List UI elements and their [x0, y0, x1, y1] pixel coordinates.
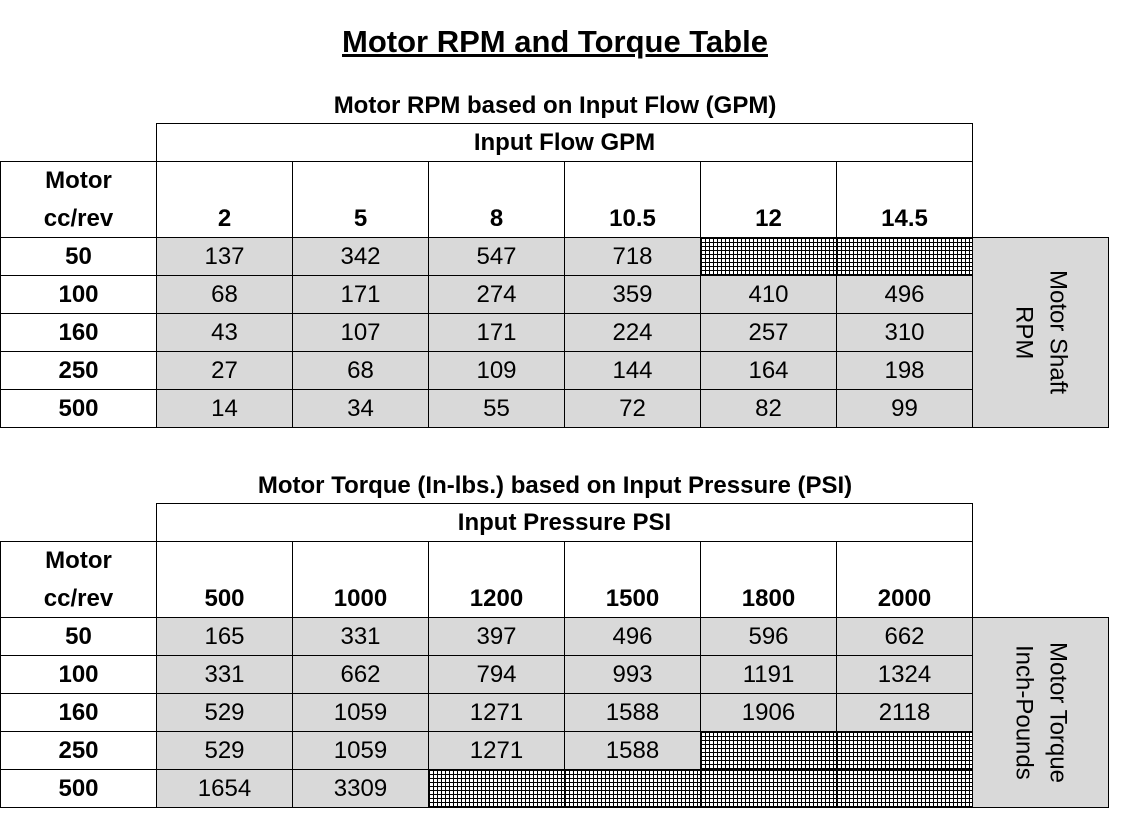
rpm-value-cell: 68 [156, 275, 293, 314]
torque-na-cell [700, 731, 837, 770]
rpm-value-cell: 27 [156, 351, 293, 390]
torque-value-cell: 1059 [292, 731, 429, 770]
torque-row-label: 100 [0, 655, 157, 694]
torque-side-label-text [1007, 642, 1075, 783]
torque-value-cell: 794 [428, 655, 565, 694]
rpm-group-header: Input Flow GPM [156, 123, 973, 162]
rpm-side-label-text [1007, 270, 1075, 394]
rpm-value-cell: 137 [156, 237, 293, 276]
torque-row-label: 50 [0, 617, 157, 656]
torque-value-cell: 596 [700, 617, 837, 656]
rpm-value-cell: 171 [428, 313, 565, 352]
torque-value-cell: 993 [564, 655, 701, 694]
rpm-na-cell [836, 237, 973, 276]
rpm-value-cell: 547 [428, 237, 565, 276]
rpm-value-cell: 109 [428, 351, 565, 390]
torque-row-label: 250 [0, 731, 157, 770]
torque-group-header: Input Pressure PSI [156, 503, 973, 542]
torque-value-cell: 1271 [428, 731, 565, 770]
rpm-value-cell: 14 [156, 389, 293, 428]
torque-value-cell: 1906 [700, 693, 837, 732]
torque-value-cell: 1324 [836, 655, 973, 694]
rpm-value-cell: 171 [292, 275, 429, 314]
rpm-value-cell: 68 [292, 351, 429, 390]
torque-column-header: 2000 [836, 541, 973, 618]
rpm-row-label: 250 [0, 351, 157, 390]
torque-motor-header [0, 541, 157, 618]
torque-value-cell: 529 [156, 731, 293, 770]
torque-motor-header-line2: cc/rev [43, 584, 114, 612]
torque-value-cell: 1588 [564, 731, 701, 770]
rpm-value-cell: 342 [292, 237, 429, 276]
torque-value-cell: 1654 [156, 769, 293, 808]
rpm-value-cell: 34 [292, 389, 429, 428]
rpm-column-header: 10.5 [564, 161, 701, 238]
rpm-value-cell: 410 [700, 275, 837, 314]
torque-value-cell: 3309 [292, 769, 429, 808]
rpm-value-cell: 198 [836, 351, 973, 390]
rpm-table-caption: Motor RPM based on Input Flow (GPM) [333, 92, 777, 119]
torque-na-cell [428, 769, 565, 808]
torque-value-cell: 496 [564, 617, 701, 656]
rpm-na-cell [700, 237, 837, 276]
torque-na-cell [564, 769, 701, 808]
torque-value-cell: 529 [156, 693, 293, 732]
rpm-side-label-line2: RPM [1010, 305, 1038, 360]
rpm-value-cell: 82 [700, 389, 837, 428]
torque-value-cell: 397 [428, 617, 565, 656]
torque-value-cell: 662 [836, 617, 973, 656]
rpm-motor-header-line2: cc/rev [43, 204, 114, 232]
torque-side-label-line1: Motor Torque [1044, 642, 1072, 783]
rpm-column-header: 2 [156, 161, 293, 238]
rpm-value-cell: 496 [836, 275, 973, 314]
rpm-value-cell: 310 [836, 313, 973, 352]
rpm-column-header: 8 [428, 161, 565, 238]
rpm-row-label: 500 [0, 389, 157, 428]
rpm-value-cell: 55 [428, 389, 565, 428]
torque-side-label-line2: Inch-Pounds [1010, 645, 1038, 780]
rpm-value-cell: 72 [564, 389, 701, 428]
rpm-value-cell: 43 [156, 313, 293, 352]
torque-column-header: 1500 [564, 541, 701, 618]
rpm-column-header: 5 [292, 161, 429, 238]
rpm-value-cell: 274 [428, 275, 565, 314]
torque-column-header: 1200 [428, 541, 565, 618]
torque-row-label: 500 [0, 769, 157, 808]
rpm-column-header: 14.5 [836, 161, 973, 238]
torque-column-header: 500 [156, 541, 293, 618]
page-title: Motor RPM and Torque Table [342, 24, 768, 59]
rpm-value-cell: 144 [564, 351, 701, 390]
rpm-value-cell: 164 [700, 351, 837, 390]
torque-motor-header-line1: Motor [45, 546, 112, 574]
torque-na-cell [700, 769, 837, 808]
torque-column-header: 1800 [700, 541, 837, 618]
torque-value-cell: 2118 [836, 693, 973, 732]
torque-value-cell: 331 [156, 655, 293, 694]
torque-na-cell [836, 731, 973, 770]
rpm-column-header: 12 [700, 161, 837, 238]
torque-na-cell [836, 769, 973, 808]
rpm-value-cell: 257 [700, 313, 837, 352]
torque-value-cell: 1588 [564, 693, 701, 732]
rpm-value-cell: 107 [292, 313, 429, 352]
torque-value-cell: 1191 [700, 655, 837, 694]
torque-value-cell: 331 [292, 617, 429, 656]
rpm-value-cell: 224 [564, 313, 701, 352]
torque-side-label [972, 617, 1109, 808]
rpm-value-cell: 718 [564, 237, 701, 276]
rpm-value-cell: 359 [564, 275, 701, 314]
torque-column-header: 1000 [292, 541, 429, 618]
torque-value-cell: 1059 [292, 693, 429, 732]
rpm-row-label: 50 [0, 237, 157, 276]
torque-table-caption: Motor Torque (In-lbs.) based on Input Pressure (PSI) [257, 472, 853, 499]
torque-value-cell: 662 [292, 655, 429, 694]
torque-row-label: 160 [0, 693, 157, 732]
torque-value-cell: 165 [156, 617, 293, 656]
rpm-side-label-line1: Motor Shaft [1044, 270, 1072, 395]
rpm-side-label [972, 237, 1109, 428]
torque-value-cell: 1271 [428, 693, 565, 732]
rpm-motor-header-line1: Motor [45, 166, 112, 194]
rpm-value-cell: 99 [836, 389, 973, 428]
rpm-motor-header [0, 161, 157, 238]
rpm-row-label: 100 [0, 275, 157, 314]
rpm-row-label: 160 [0, 313, 157, 352]
